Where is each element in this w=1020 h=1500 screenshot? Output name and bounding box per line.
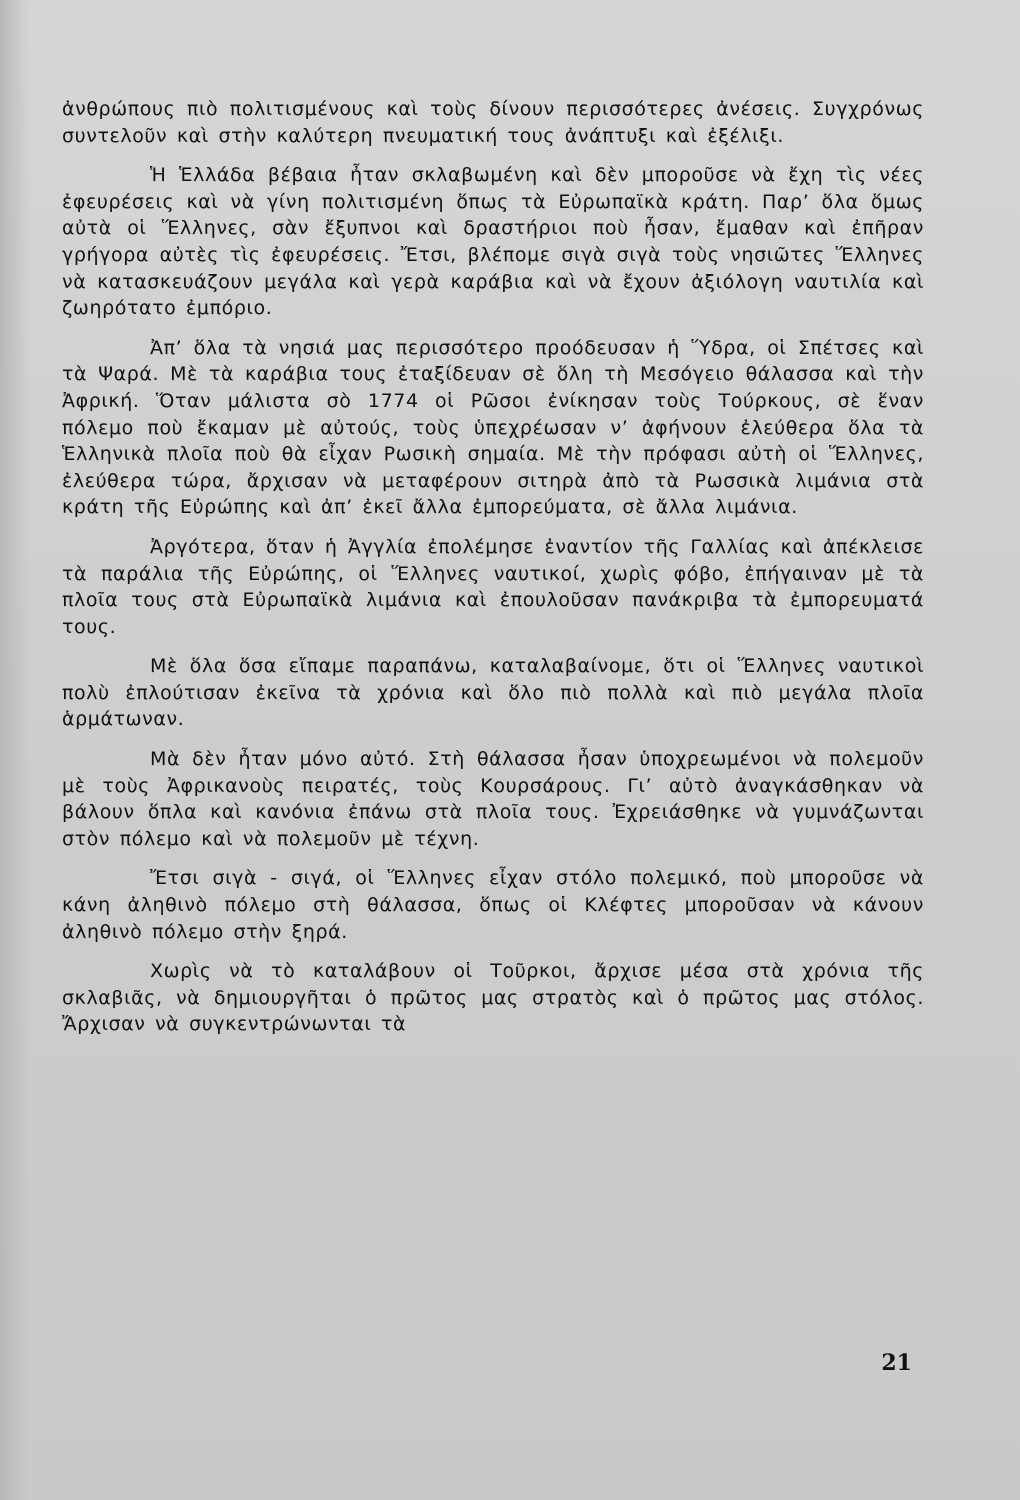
paragraph-8: Χωρὶς νὰ τὸ καταλάβουν οἱ Τοῦρκοι, ἄρχισε μέσα στὰ χρόνια τῆς σκλαβιᾶς, νὰ δημιουργῆται ὁ πρῶτος μας στρατὸς καὶ ὁ πρῶτος μας στόλος. Ἄρχισαν νὰ συγκεντρώνωνται τὰ — [62, 960, 924, 1036]
paragraph-6: Μὰ δὲν ἦταν μόνο αὐτό. Στὴ θάλασσα ἦσαν ὑποχρεωμένοι νὰ πολεμοῦν μὲ τοὺς Ἀφρικανοὺς πειρατές, τοὺς Κουρσάρους. Γι’ αὐτὸ ἀναγκάσθηκαν νὰ βάλουν ὅπλα καὶ κανόνια ἐπάνω στὰ πλοῖα τους. Ἐχρειάσθηκε νὰ γυμνάζωνται στὸν πόλεμο καὶ νὰ πολεμοῦν μὲ τέχνη. — [62, 748, 924, 850]
paragraph-1: ἀνθρώπους πιὸ πολιτισμένους καὶ τοὺς δίνουν περισσότερες ἀνέσεις. Συγχρόνως συντελοῦν καὶ στὴν καλύτερη πνευματική τους ἀνάπτυξι καὶ ἐξέλιξι. — [62, 98, 924, 147]
paragraph-5: Μὲ ὅλα ὅσα εἴπαμε παραπάνω, καταλαβαίνομε, ὅτι οἱ Ἕλληνες ναυτικοὶ πολὺ ἐπλούτισαν ἐκεῖνα τὰ χρόνια καὶ ὅλο πιὸ πολλὰ καὶ πιὸ μεγάλα πλοῖα ἁρμάτωναν. — [62, 655, 924, 731]
body-text — [62, 96, 924, 1051]
paragraph-2: Ἡ Ἑλλάδα βέβαια ἦταν σκλαβωμένη καὶ δὲν μποροῦσε νὰ ἔχη τὶς νέες ἐφευρέσεις καὶ νὰ γίνη πολιτισμένη ὅπως τὰ Εὐρωπαϊκὰ κράτη. Παρ’ ὅλα ὅμως αὐτὰ οἱ Ἕλληνες, σὰν ἔξυπνοι καὶ δραστήριοι ποὺ ἦσαν, ἔμαθαν καὶ ἐπῆραν γρήγορα αὐτὲς τὶς ἐφευρέσεις. Ἔτσι, βλέπομε σιγὰ σιγὰ τοὺς νησιῶτες Ἕλληνες νὰ κατασκευάζουν μεγάλα καὶ γερὰ καράβια καὶ νὰ ἔχουν ἀξιόλογη ναυτιλία καὶ ζωηρότατο ἐμπόριο. — [62, 164, 924, 320]
paragraph-3: Ἀπ’ ὅλα τὰ νησιά μας περισσότερο προόδευσαν ἡ Ὕδρα, οἱ Σπέτσες καὶ τὰ Ψαρά. Μὲ τὰ καράβια τους ἐταξίδευαν σὲ ὅλη τὴ Μεσόγειο θάλασσα καὶ τὴν Ἀφρική. Ὅταν μάλιστα σὸ 1774 οἱ Ρῶσοι ἐνίκησαν τοὺς Τούρκους, σὲ ἕναν πόλεμο ποὺ ἔκαμαν μὲ αὐτούς, τοὺς ὑπεχρέωσαν ν’ ἀφήνουν ἐλεύθερα ὅλα τὰ Ἑλληνικὰ πλοῖα ποὺ θὰ εἶχαν Ρωσικὴ σημαία. Μὲ τὴν πρόφασι αὐτὴ οἱ Ἕλληνες, ἐλεύθερα τώρα, ἄρχισαν νὰ μεταφέρουν σιτηρὰ ἀπὸ τὰ Ρωσσικὰ λιμάνια στὰ κράτη τῆς Εὐρώπης καὶ ἀπ’ ἐκεῖ ἄλλα ἐμπορεύματα, σὲ ἄλλα λιμάνια. — [62, 336, 924, 519]
paragraph-4: Ἀργότερα, ὅταν ἡ Ἀγγλία ἐπολέμησε ἐναντίον τῆς Γαλλίας καὶ ἀπέκλεισε τὰ παράλια τῆς Εὐρώπης, οἱ Ἕλληνες ναυτικοί, χωρὶς φόβο, ἐπήγαιναν μὲ τὰ πλοῖα τους στὰ Εὐρωπαϊκὰ λιμάνια καὶ ἐπουλοῦσαν πανάκριβα τὰ ἐμπορευματά τους. — [62, 535, 924, 638]
paragraph-7: Ἔτσι σιγὰ - σιγά, οἱ Ἕλληνες εἶχαν στόλο πολεμικό, ποὺ μποροῦσε νὰ κάνη ἀληθινὸ πόλεμο στὴ θάλασσα, ὅπως οἱ Κλέφτες μποροῦσαν νὰ κάνουν ἀληθινὸ πόλεμο στὴν ξηρά. — [62, 867, 924, 943]
page-number: 21 — [881, 1350, 912, 1376]
